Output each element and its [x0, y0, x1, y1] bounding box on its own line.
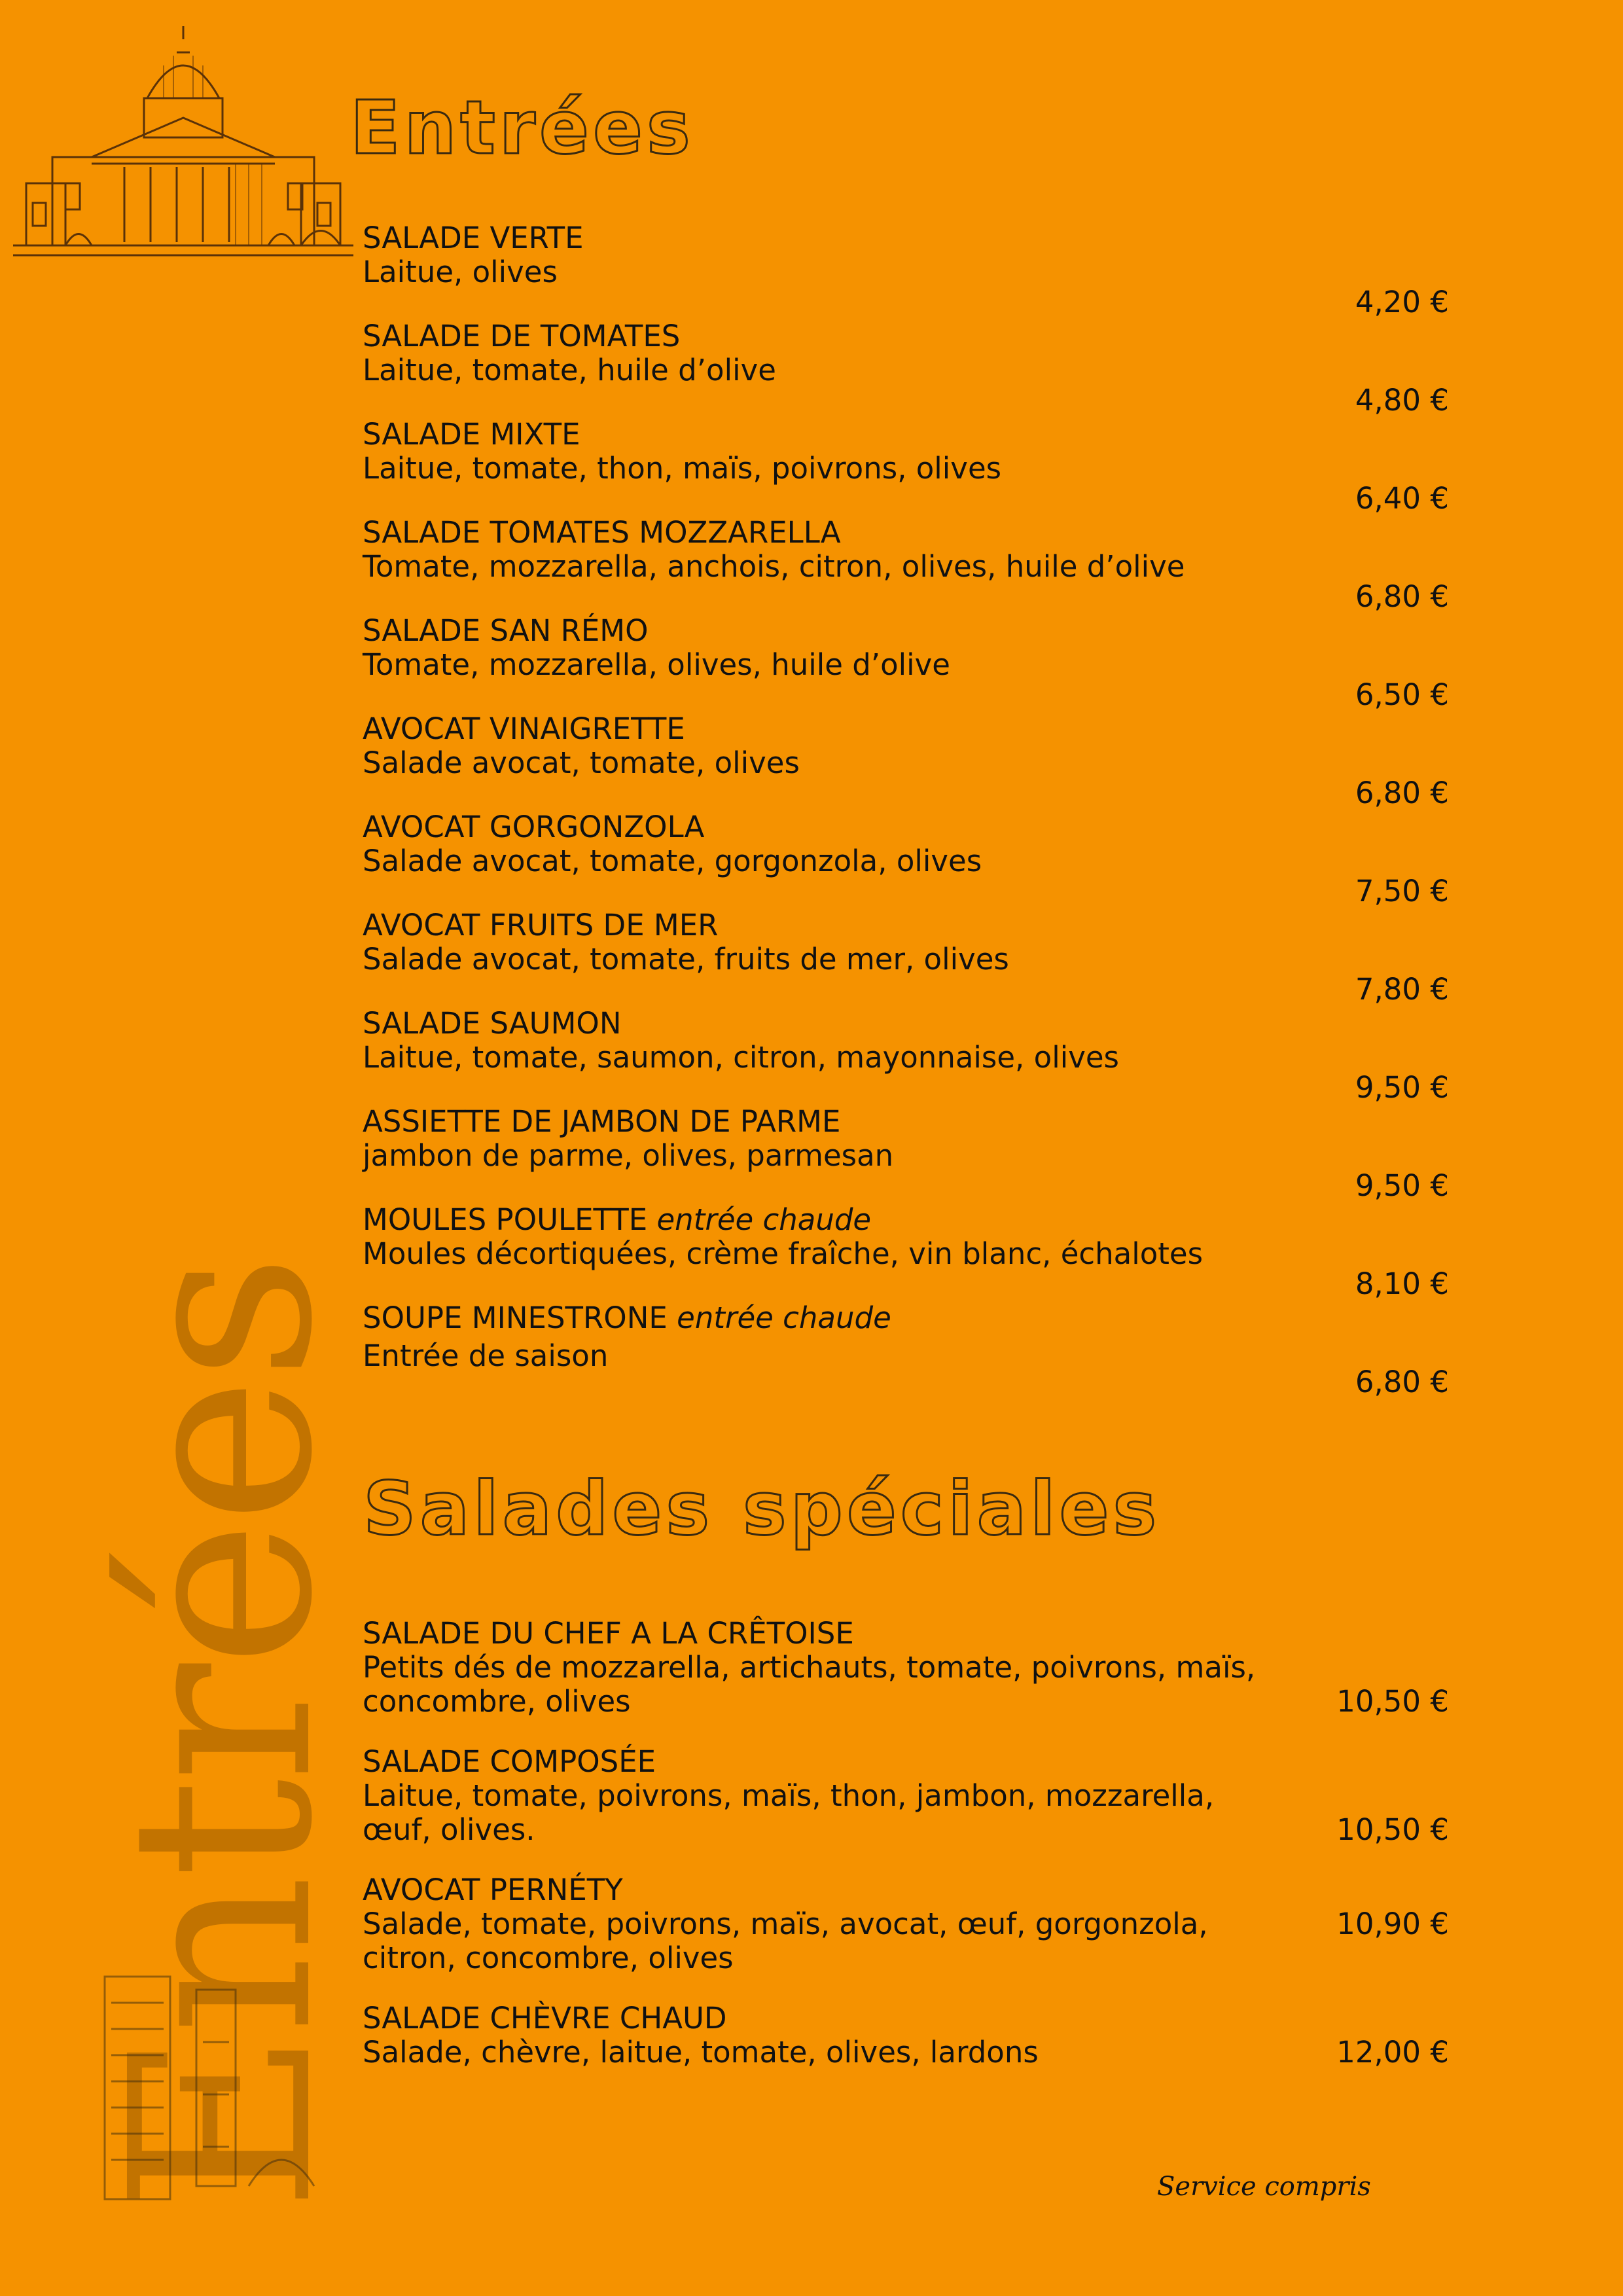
- vertical-title-wrapper: [77, 1139, 367, 2212]
- item-price: 4,80 €: [1355, 383, 1449, 418]
- item-description: Laitue, tomate, thon, maïs, poivrons, olives: [363, 451, 1002, 486]
- item-description: Salade, tomate, poivrons, maïs, avocat, œuf, gorgonzola, citron, concombre, olives: [363, 1907, 1208, 1975]
- item-price: 7,80 €: [1355, 972, 1449, 1007]
- menu-item: [363, 1617, 1449, 1719]
- menu-item: [363, 908, 1449, 1007]
- item-description: Salade, chèvre, laitue, tomate, olives, lardons: [363, 2035, 1039, 2070]
- item-name: AVOCAT FRUITS DE MER: [363, 908, 719, 942]
- salades-heading: Salades spéciales: [363, 1467, 1161, 1552]
- item-name: AVOCAT GORGONZOLA: [363, 810, 705, 844]
- menu-item: [363, 221, 1449, 319]
- item-name: SALADE DU CHEF A LA CRÊTOISE: [363, 1616, 854, 1651]
- item-description: Petits dés de mozzarella, artichauts, tomate, poivrons, maïs, concombre, olives: [363, 1650, 1256, 1719]
- item-name: ASSIETTE DE JAMBON DE PARME: [363, 1104, 841, 1139]
- item-price: 6,80 €: [1355, 776, 1449, 810]
- item-name: SALADE VERTE: [363, 221, 584, 255]
- item-name: SALADE DE TOMATES: [363, 319, 681, 353]
- item-description: Salade avocat, tomate, gorgonzola, olives: [363, 844, 982, 878]
- item-description: Entrée de saison: [363, 1338, 609, 1373]
- item-description: Laitue, tomate, saumon, citron, mayonnaise, olives: [363, 1040, 1119, 1075]
- menu-item: [363, 418, 1449, 516]
- menu-item: [363, 1203, 1449, 1301]
- item-price: 12,00 €: [1336, 2035, 1449, 2070]
- item-description: Moules décortiquées, crème fraîche, vin blanc, échalotes: [363, 1236, 1204, 1271]
- item-price: 8,10 €: [1355, 1266, 1449, 1301]
- salades-list: [363, 1617, 1449, 2096]
- item-name: AVOCAT VINAIGRETTE: [363, 711, 685, 746]
- menu-item: [363, 1007, 1449, 1105]
- item-description: Tomate, mozzarella, anchois, citron, olives, huile d’olive: [363, 549, 1185, 584]
- menu-item: [363, 2001, 1449, 2070]
- menu-item: [363, 516, 1449, 614]
- menu-item: [363, 1301, 1449, 1399]
- item-note: entrée chaude: [656, 1202, 872, 1237]
- item-price: 10,50 €: [1336, 1812, 1449, 1847]
- item-name: SOUPE MINESTRONE entrée chaude: [363, 1300, 891, 1335]
- item-description: Salade avocat, tomate, fruits de mer, olives: [363, 942, 1009, 977]
- vertical-title: Entrées: [77, 1257, 367, 2212]
- engraving-hatch-icon: [92, 1964, 340, 2212]
- menu-item: [363, 614, 1449, 712]
- item-price: 9,50 €: [1355, 1168, 1449, 1203]
- menu-item: [363, 810, 1449, 908]
- menu-item: [363, 1873, 1449, 1975]
- item-price: 7,50 €: [1355, 874, 1449, 908]
- item-name: SALADE COMPOSÉE: [363, 1744, 656, 1779]
- menu-item: [363, 1105, 1449, 1203]
- item-price: 6,50 €: [1355, 677, 1449, 712]
- item-description: Laitue, olives: [363, 255, 558, 289]
- menu-item: [363, 1745, 1449, 1847]
- item-description: Tomate, mozzarella, olives, huile d’olive: [363, 647, 950, 682]
- item-price: 10,90 €: [1336, 1907, 1449, 1941]
- item-description: Laitue, tomate, poivrons, maïs, thon, jambon, mozzarella, œuf, olives.: [363, 1778, 1215, 1847]
- item-description: Salade avocat, tomate, olives: [363, 745, 800, 780]
- item-price: 6,80 €: [1355, 1365, 1449, 1399]
- item-price: 10,50 €: [1336, 1684, 1449, 1719]
- item-name: AVOCAT PERNÉTY: [363, 1873, 623, 1907]
- item-description: jambon de parme, olives, parmesan: [363, 1138, 894, 1173]
- item-name: SALADE MIXTE: [363, 417, 580, 452]
- item-note: entrée chaude: [677, 1300, 891, 1335]
- item-name: SALADE SAN RÉMO: [363, 613, 649, 648]
- item-price: 6,40 €: [1355, 481, 1449, 516]
- menu-item: [363, 712, 1449, 810]
- item-price: 6,80 €: [1355, 579, 1449, 614]
- item-name: SALADE SAUMON: [363, 1006, 622, 1041]
- service-note: Service compris: [1157, 2172, 1371, 2202]
- item-description: Laitue, tomate, huile d’olive: [363, 353, 776, 387]
- item-price: 9,50 €: [1355, 1070, 1449, 1105]
- item-name: MOULES POULETTE entrée chaude: [363, 1202, 872, 1237]
- menu-item: [363, 319, 1449, 418]
- entrees-heading: Entrées: [350, 86, 694, 171]
- villa-illustration: [13, 26, 353, 268]
- item-name: SALADE TOMATES MOZZARELLA: [363, 515, 841, 550]
- item-price: 4,20 €: [1355, 285, 1449, 319]
- entrees-list: [363, 221, 1449, 1399]
- item-name: SALADE CHÈVRE CHAUD: [363, 2001, 727, 2036]
